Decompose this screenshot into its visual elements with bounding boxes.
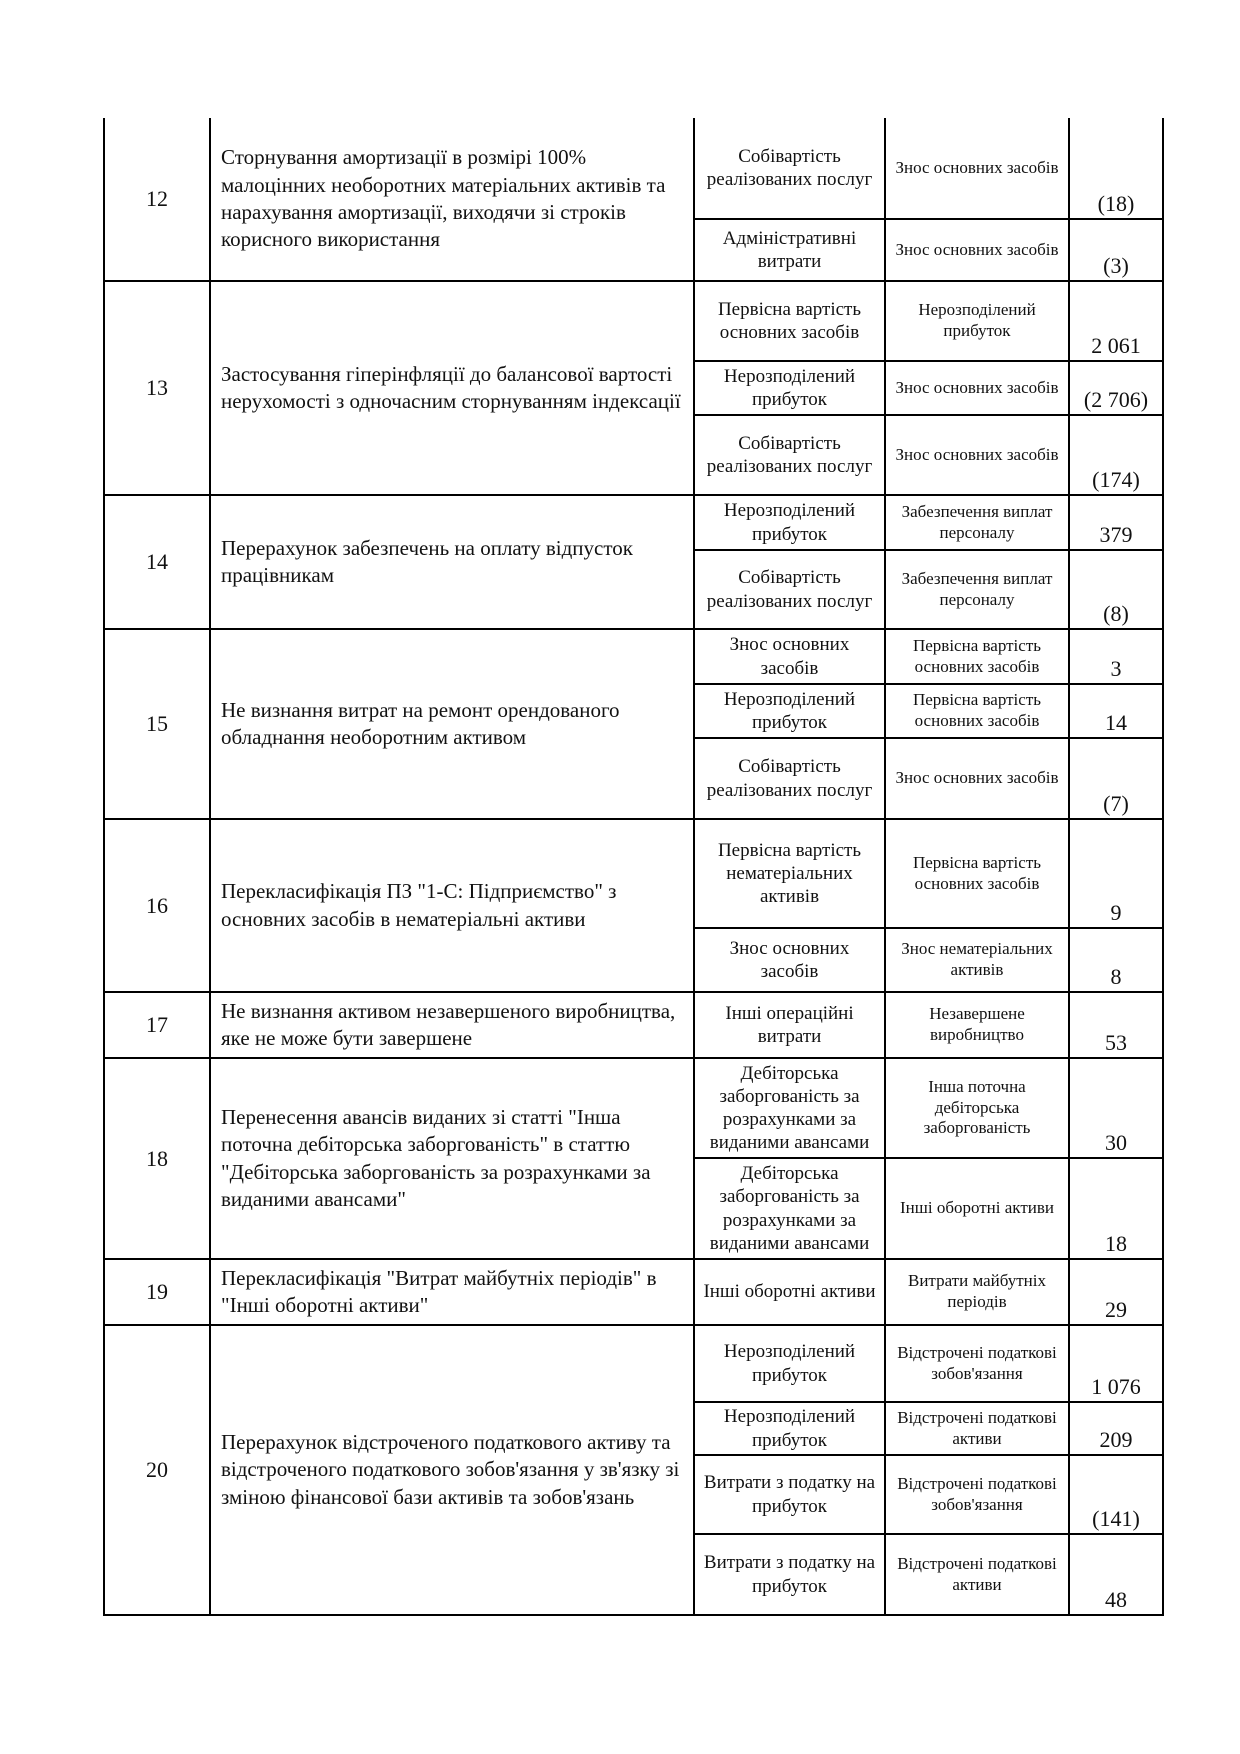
amount: (7)	[1069, 738, 1163, 819]
debit-account: Нерозподілений прибуток	[694, 361, 885, 415]
row-number: 19	[104, 1259, 210, 1325]
amount: (174)	[1069, 415, 1163, 495]
row-description: Перекласифікація ПЗ "1-С: Підприємство" з основних засобів в нематеріальні активи	[210, 819, 694, 992]
debit-account: Первісна вартість нематеріальних активів	[694, 819, 885, 928]
row-number: 12	[104, 118, 210, 281]
table-row	[104, 118, 1163, 219]
credit-account: Знос основних засобів	[885, 415, 1069, 495]
row-number: 16	[104, 819, 210, 992]
table-row	[104, 1325, 1163, 1402]
credit-account: Інші оборотні активи	[885, 1158, 1069, 1259]
credit-account: Відстрочені податкові активи	[885, 1402, 1069, 1455]
debit-account: Нерозподілений прибуток	[694, 495, 885, 550]
amount: 379	[1069, 495, 1163, 550]
debit-account: Дебіторська заборгованість за розрахунками за виданими авансами	[694, 1158, 885, 1259]
row-description: Перерахунок забезпечень на оплату відпусток працівникам	[210, 495, 694, 629]
debit-account: Дебіторська заборгованість за розрахунками за виданими авансами	[694, 1058, 885, 1158]
table-row	[104, 819, 1163, 928]
debit-account: Інші оборотні активи	[694, 1259, 885, 1325]
row-description: Не визнання активом незавершеного виробництва, яке не може бути завершене	[210, 992, 694, 1058]
debit-account: Адміністративні витрати	[694, 219, 885, 281]
table-row	[104, 281, 1163, 361]
debit-account: Витрати з податку на прибуток	[694, 1455, 885, 1534]
credit-account: Відстрочені податкові зобов'язання	[885, 1325, 1069, 1402]
table-row	[104, 629, 1163, 684]
debit-account: Собівартість реалізованих послуг	[694, 738, 885, 819]
row-description: Перенесення авансів виданих зі статті "Інша поточна дебіторська заборгованість" в статтю "Дебіторська заборгованість за розрахунками за виданими авансами"	[210, 1058, 694, 1259]
debit-account: Знос основних засобів	[694, 629, 885, 684]
row-number: 14	[104, 495, 210, 629]
credit-account: Забезпечення виплат персоналу	[885, 550, 1069, 629]
table-row	[104, 495, 1163, 550]
row-number: 20	[104, 1325, 210, 1615]
credit-account: Первісна вартість основних засобів	[885, 684, 1069, 738]
debit-account: Нерозподілений прибуток	[694, 1402, 885, 1455]
row-number: 17	[104, 992, 210, 1058]
credit-account: Відстрочені податкові зобов'язання	[885, 1455, 1069, 1534]
amount: 9	[1069, 819, 1163, 928]
amount: 18	[1069, 1158, 1163, 1259]
debit-account: Інші операційні витрати	[694, 992, 885, 1058]
amount: 30	[1069, 1058, 1163, 1158]
credit-account: Знос основних засобів	[885, 738, 1069, 819]
debit-account: Собівартість реалізованих послуг	[694, 415, 885, 495]
debit-account: Нерозподілений прибуток	[694, 1325, 885, 1402]
debit-account: Знос основних засобів	[694, 928, 885, 992]
credit-account: Незавершене виробництво	[885, 992, 1069, 1058]
amount: (18)	[1069, 118, 1163, 219]
credit-account: Нерозподілений прибуток	[885, 281, 1069, 361]
amount: 3	[1069, 629, 1163, 684]
row-description: Сторнування амортизації в розмірі 100% малоцінних необоротних матеріальних активів та нарахування амортизації, виходячи зі строків корисного використання	[210, 118, 694, 281]
debit-account: Первісна вартість основних засобів	[694, 281, 885, 361]
credit-account: Забезпечення виплат персоналу	[885, 495, 1069, 550]
amount: 8	[1069, 928, 1163, 992]
debit-account: Витрати з податку на прибуток	[694, 1534, 885, 1615]
amount: 14	[1069, 684, 1163, 738]
credit-account: Відстрочені податкові активи	[885, 1534, 1069, 1615]
credit-account: Знос нематеріальних активів	[885, 928, 1069, 992]
debit-account: Нерозподілений прибуток	[694, 684, 885, 738]
row-description: Перерахунок відстроченого податкового активу та відстроченого податкового зобов'язання у зв'язку зі зміною фінансової бази активів та зобов'язань	[210, 1325, 694, 1615]
amount: 209	[1069, 1402, 1163, 1455]
credit-account: Первісна вартість основних засобів	[885, 629, 1069, 684]
row-number: 15	[104, 629, 210, 819]
amount: 1 076	[1069, 1325, 1163, 1402]
amount: 2 061	[1069, 281, 1163, 361]
row-number: 18	[104, 1058, 210, 1259]
amount: 48	[1069, 1534, 1163, 1615]
credit-account: Інша поточна дебіторська заборгованість	[885, 1058, 1069, 1158]
row-description: Перекласифікація "Витрат майбутніх періодів" в "Інші оборотні активи"	[210, 1259, 694, 1325]
table-row	[104, 1058, 1163, 1158]
credit-account: Знос основних засобів	[885, 219, 1069, 281]
table-row	[104, 992, 1163, 1058]
debit-account: Собівартість реалізованих послуг	[694, 550, 885, 629]
amount: (2 706)	[1069, 361, 1163, 415]
amount: (141)	[1069, 1455, 1163, 1534]
row-number: 13	[104, 281, 210, 495]
credit-account: Первісна вартість основних засобів	[885, 819, 1069, 928]
amount: (8)	[1069, 550, 1163, 629]
row-description: Не визнання витрат на ремонт орендованого обладнання необоротним активом	[210, 629, 694, 819]
amount: 53	[1069, 992, 1163, 1058]
table-row	[104, 1259, 1163, 1325]
amount: 29	[1069, 1259, 1163, 1325]
credit-account: Знос основних засобів	[885, 361, 1069, 415]
amount: (3)	[1069, 219, 1163, 281]
credit-account: Витрати майбутніх періодів	[885, 1259, 1069, 1325]
credit-account: Знос основних засобів	[885, 118, 1069, 219]
adjustments-table	[103, 118, 1164, 1616]
row-description: Застосування гіперінфляції до балансової вартості нерухомості з одночасним сторнуванням індексації	[210, 281, 694, 495]
debit-account: Собівартість реалізованих послуг	[694, 118, 885, 219]
